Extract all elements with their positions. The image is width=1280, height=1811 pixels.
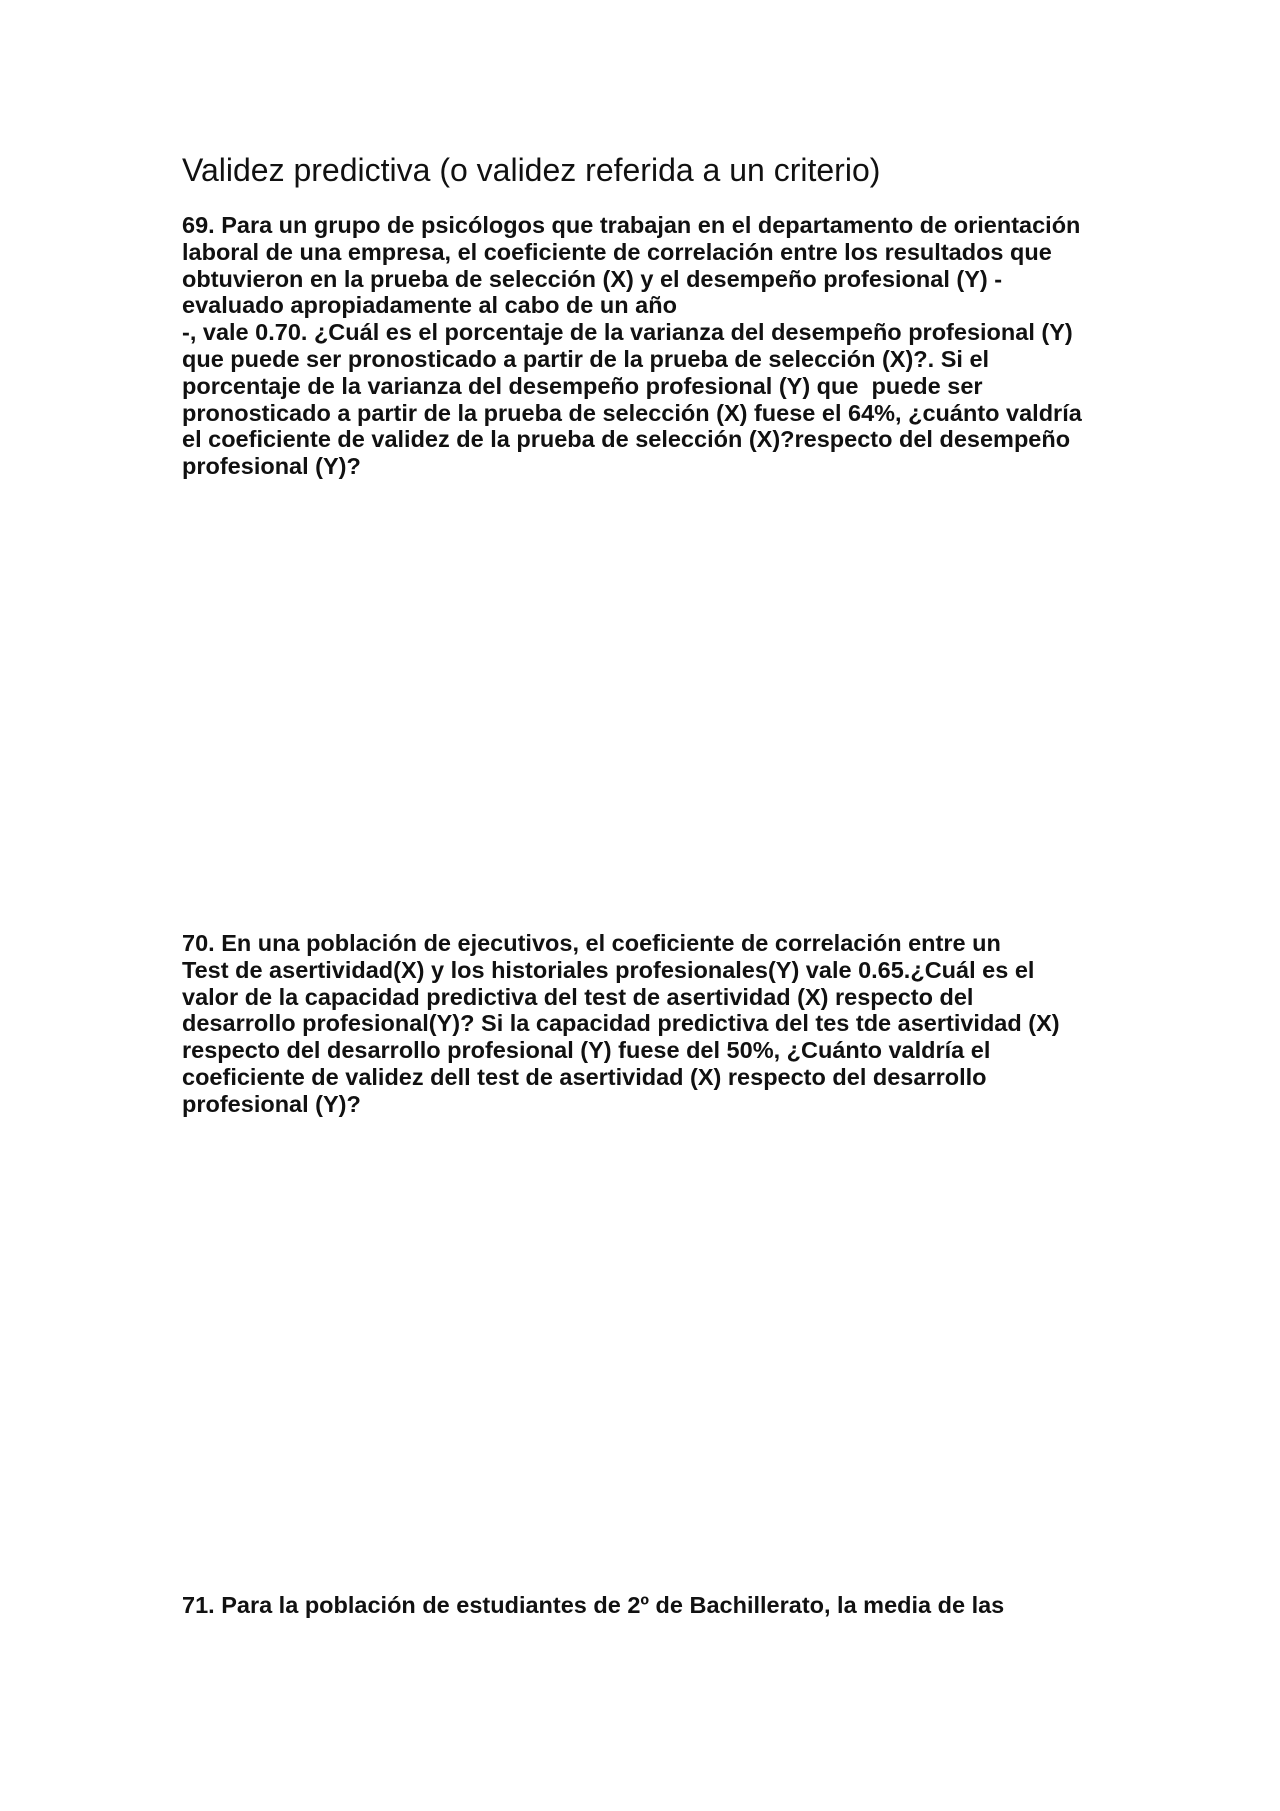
problem-line: 69. Para un grupo de psicólogos que trabajan en el departamento de orientación <box>182 212 1081 238</box>
problem-line: profesional (Y)? <box>182 453 361 480</box>
problem-line: 71. Para la población de estudiantes de 2º de Bachillerato, la media de las <box>182 1592 1005 1618</box>
section-title: Validez predictiva (o validez referida a un criterio) <box>182 152 881 188</box>
problem-line: profesional (Y)? <box>182 1090 361 1117</box>
problem-line: Test de asertividad(X) y los historiales profesionales(Y) vale 0.65.¿Cuál es el <box>182 956 1035 983</box>
problem-line: el coeficiente de validez de la prueba de selección (X)?respecto del desempeño <box>182 426 1071 453</box>
problem-line: valor de la capacidad predictiva del test de asertividad (X) respecto del <box>182 983 974 1010</box>
problem-line: obtuvieron en la prueba de selección (X) y el desempeño profesional (Y) - <box>182 265 1003 292</box>
problem-line: 70. En una población de ejecutivos, el coeficiente de correlación entre un <box>182 930 1001 956</box>
problem-line: que puede ser pronosticado a partir de la prueba de selección (X)?. Si el <box>182 345 990 372</box>
problem-line: respecto del desarrollo profesional (Y) fuese del 50%, ¿Cuánto valdría el <box>182 1037 991 1064</box>
problem-line: evaluado apropiadamente al cabo de un año <box>182 292 677 319</box>
problem-line: pronosticado a partir de la prueba de selección (X) fuese el 64%, ¿cuánto valdría <box>182 399 1082 426</box>
problem-69 <box>182 212 1082 480</box>
problem-line: coeficiente de validez dell test de asertividad (X) respecto del desarrollo <box>182 1063 987 1090</box>
problem-line: porcentaje de la varianza del desempeño profesional (Y) que puede ser <box>182 372 983 399</box>
problem-71 <box>182 1592 1004 1619</box>
problem-line: laboral de una empresa, el coeficiente de correlación entre los resultados que <box>182 238 1052 265</box>
problem-70 <box>182 930 1060 1118</box>
problem-line: -, vale 0.70. ¿Cuál es el porcentaje de la varianza del desempeño profesional (Y) <box>182 319 1073 346</box>
problem-line: desarrollo profesional(Y)? Si la capacidad predictiva del tes tde asertividad (X) <box>182 1010 1060 1037</box>
